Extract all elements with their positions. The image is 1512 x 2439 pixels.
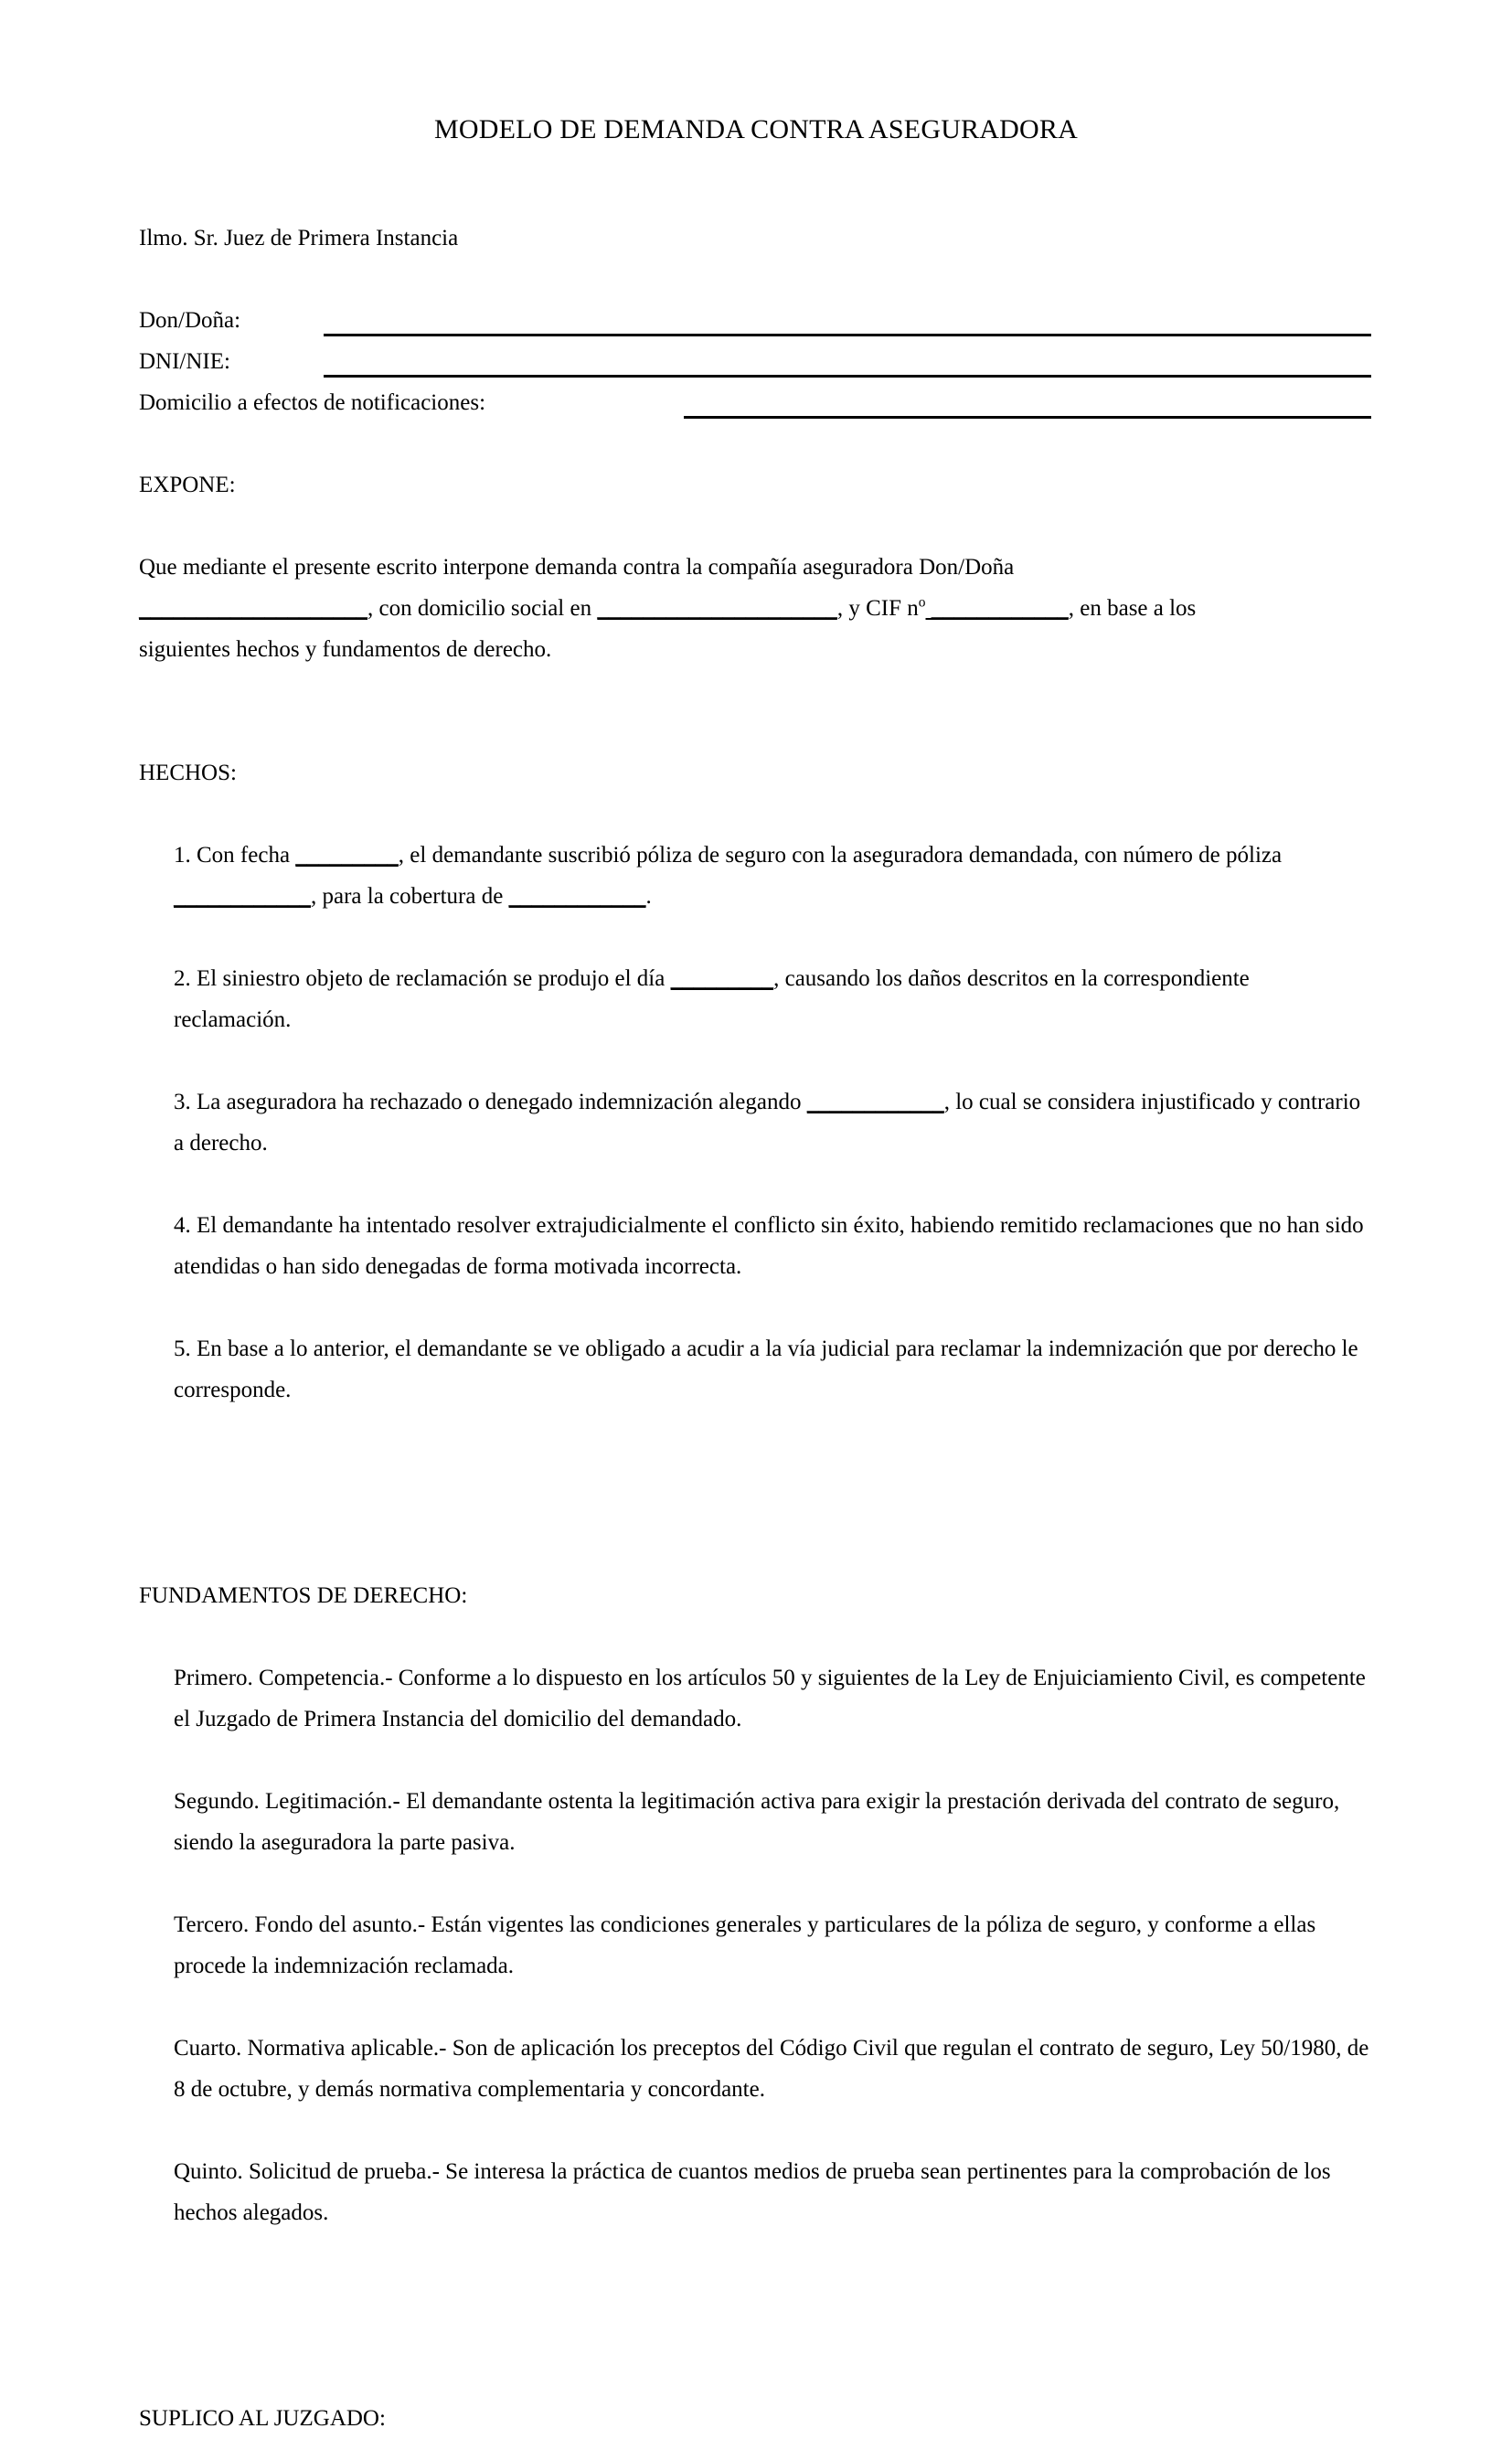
hecho-item-2 [174,958,1371,1040]
field-label-dni: DNI/NIE: [139,349,230,374]
hecho-item-5 [174,1328,1371,1411]
section-heading-expone: EXPONE: [139,473,236,497]
fundamento-item-5 [174,2151,1371,2233]
hecho-1-text-3: póliza [1226,843,1283,868]
spacer [139,1411,1371,1575]
fundamento-3-line-2: conforme a ellas procede la indemnización reclamada. [174,1912,1316,1978]
spacer [139,1040,1371,1081]
section-heading-hechos: HECHOS: [139,761,237,785]
hecho-3-text-1: 3. La aseguradora ha rechazado o denegado indemnización alegando [174,1090,807,1114]
hecho-1-blank-poliza[interactable]: ____________ [174,884,311,909]
field-rule-domicilio[interactable] [684,416,1371,419]
expone-line-3: siguientes hechos y fundamentos de derecho. [139,637,552,662]
fundamento-3-line-1: Tercero. Fondo del asunto.- Están vigentes las condiciones generales y particulares de la póliza de seguro, y [174,1912,1159,1937]
fundamento-4-line-2: Ley 50/1980, de 8 de octubre, y demás normativa complementaria y concordante. [174,2036,1369,2102]
hecho-5-text-1: 5. En base a lo anterior, el demandante se ve obligado a acudir a la vía judicial para reclamar la indemnización que [174,1337,1222,1361]
fundamento-item-1 [174,1657,1371,1740]
spacer [139,2233,1371,2398]
hecho-1-text-2: , el demandante suscribió póliza de seguro con la aseguradora demandada, con número de [398,843,1220,868]
expone-text-2: , y CIF n [836,596,919,621]
spacer [139,259,1371,300]
hecho-1-text-4: , para la cobertura de [311,884,509,909]
fundamento-4-line-1: Cuarto. Normativa aplicable.- Son de aplicación los preceptos del Código Civil que regulan el contrato de seguro, [174,2036,1214,2061]
section-heading-fundamentos: FUNDAMENTOS DE DERECHO: [139,1583,468,1608]
field-rule-dni[interactable] [324,375,1371,378]
spacer [139,2110,1371,2151]
expone-blank-company[interactable]: ____________________ [139,596,367,621]
expone-line-1: Que mediante el presente escrito interpone demanda contra la compañía aseguradora Don/Doña [139,555,1015,580]
spacer [139,1740,1371,1781]
field-label-nombre: Don/Doña: [139,308,241,333]
hecho-3-text-2: , lo cual se considera [943,1090,1135,1114]
field-row-nombre [139,300,1371,341]
expone-paragraph [139,547,1371,670]
expone-text-3: , en base a los [1068,596,1197,621]
hecho-item-3 [174,1081,1371,1164]
fundamento-item-2 [174,1781,1371,1863]
hecho-3-text-3: injustificado y contrario a derecho. [174,1090,1361,1156]
fundamento-5-line-1: Quinto. Solicitud de prueba.- Se interesa la práctica de cuantos medios de prueba sean pertinentes para la [174,2159,1135,2184]
hecho-1-text-1: 1. Con fecha [174,843,296,868]
hecho-1-blank-fecha[interactable]: _________ [295,843,399,868]
hecho-item-1 [174,835,1371,917]
hecho-2-blank-dia[interactable]: _________ [670,966,774,991]
field-rule-nombre[interactable] [324,334,1371,336]
hecho-1-blank-cobertura[interactable]: ____________ [508,884,646,909]
ordinal-superscript: o [918,594,926,611]
expone-blank-address[interactable]: _____________________ [597,596,837,621]
page-title: MODELO DE DEMANDA CONTRA ASEGURADORA [434,114,1078,144]
section-heading-suplico: SUPLICO AL JUZGADO: [139,2406,386,2431]
addressee-line: Ilmo. Sr. Juez de Primera Instancia [139,226,459,250]
fundamento-2-line-1: Segundo. Legitimación.- El demandante ostenta la legitimación activa para exigir la prestación derivada del contrato [174,1789,1240,1814]
spacer [139,1863,1371,1904]
hecho-4-text-2: que no han sido atendidas o han sido denegadas de forma motivada incorrecta. [174,1213,1364,1279]
spacer [139,1287,1371,1328]
fundamento-item-3 [174,1904,1371,1986]
hecho-3-blank-motivo[interactable]: ____________ [806,1090,944,1114]
fundamento-1-line-1: Primero. Competencia.- Conforme a lo dispuesto en los artículos 50 y siguientes de la Ley de Enjuiciamiento Civil, [174,1666,1230,1690]
document-body [139,218,1371,2439]
hecho-2-text-1: 2. El siniestro objeto de reclamación se produjo el día [174,966,671,991]
hecho-2-text-2: , causando los daños descritos en la [773,966,1098,991]
field-label-domicilio: Domicilio a efectos de notificaciones: [139,390,486,415]
spacer [139,670,1371,752]
field-row-dni [139,341,1371,382]
fundamento-item-4 [174,2028,1371,2110]
hecho-1-text-5: . [645,884,652,909]
hecho-4-text-1: 4. El demandante ha intentado resolver extrajudicialmente el conflicto sin éxito, habiendo remitido reclamaciones [174,1213,1214,1238]
hecho-5-text-2: por derecho le corresponde. [174,1337,1358,1402]
spacer [139,793,1371,835]
spacer [139,506,1371,547]
field-row-domicilio [139,382,1371,423]
fundamento-1-line-2: es competente el Juzgado de Primera Instancia del domicilio del demandado. [174,1666,1366,1731]
hecho-item-4 [174,1205,1371,1287]
spacer [139,1164,1371,1205]
spacer [139,423,1371,464]
expone-text-1: , con domicilio social en [367,596,598,621]
spacer [139,1986,1371,2028]
fundamento-2-line-2: de seguro, siendo la aseguradora la parte pasiva. [174,1789,1340,1855]
hecho-2-text-3: correspondiente reclamación. [174,966,1250,1032]
expone-blank-cif[interactable]: ____________ [925,596,1069,621]
fundamento-5-line-2: comprobación de los hechos alegados. [174,2159,1331,2225]
spacer [139,1616,1371,1657]
spacer [139,917,1371,958]
